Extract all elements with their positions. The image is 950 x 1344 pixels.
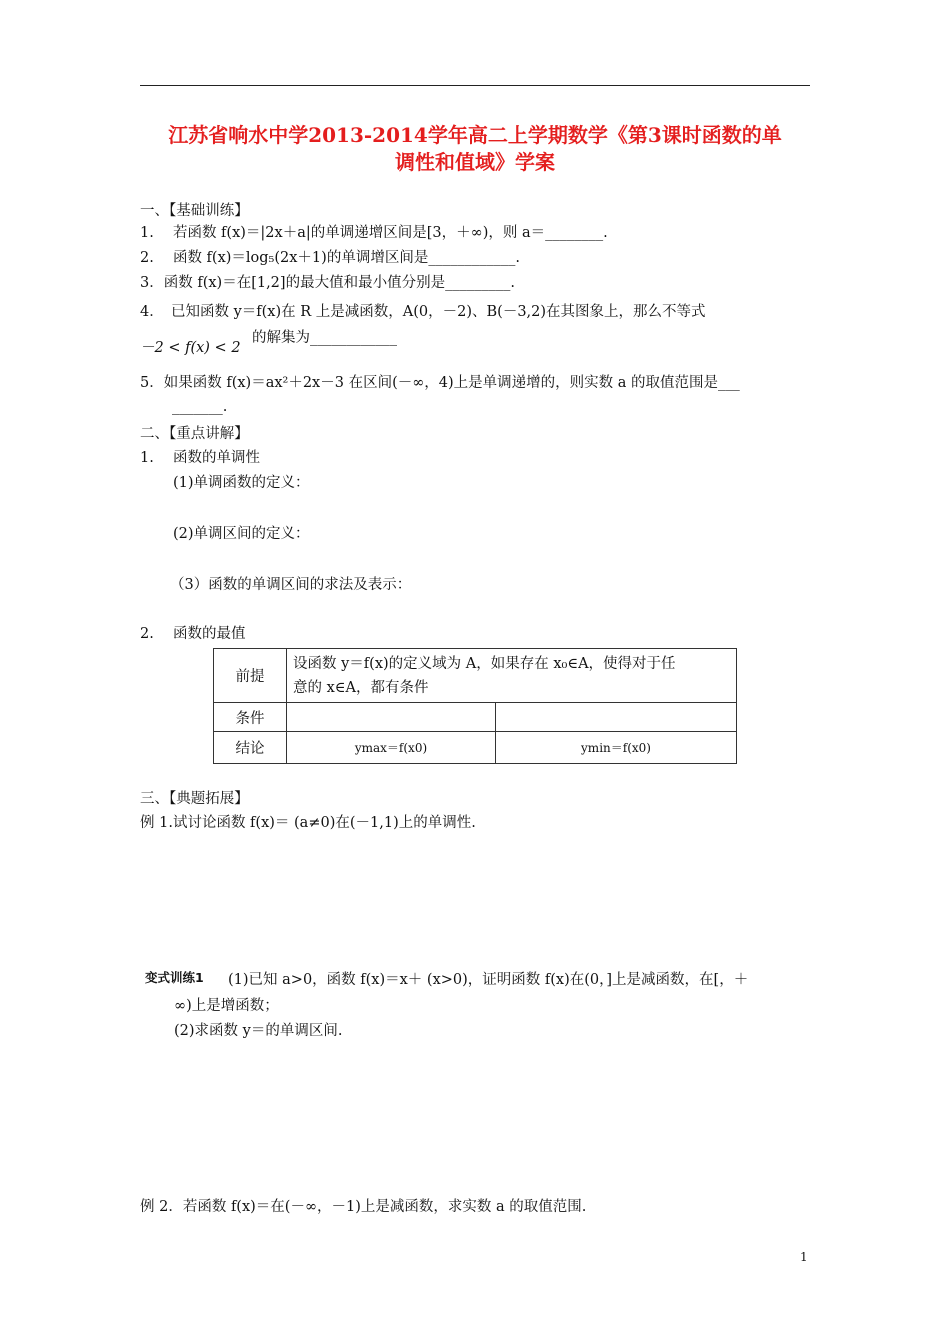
conclusion-max: ymax＝f(x0) bbox=[287, 732, 496, 764]
question-5-line1: 5．如果函数 f(x)＝ax²＋2x－3 在区间(－∞，4)上是单调递增的，则实数 a 的取值范围是___ bbox=[140, 375, 740, 391]
question-4-inequality: －2 < f(x) < 2 bbox=[140, 340, 241, 356]
conclusion-label: 结论 bbox=[214, 732, 287, 764]
point-1a: (1)单调函数的定义： bbox=[173, 475, 310, 491]
point-1: 1. 函数的单调性 bbox=[140, 450, 260, 466]
question-4-line2: 的解集为____________ bbox=[252, 330, 397, 346]
point-2: 2. 函数的最值 bbox=[140, 626, 246, 642]
section2-heading: 二、【重点讲解】 bbox=[140, 426, 249, 442]
point-1b: (2)单调区间的定义： bbox=[173, 526, 310, 542]
point-1c: （3）函数的单调区间的求法及表示： bbox=[170, 577, 412, 593]
premise-label: 前提 bbox=[214, 649, 287, 703]
example-2: 例 2．若函数 f(x)＝在(－∞，－1)上是减函数，求实数 a 的取值范围. bbox=[140, 1199, 587, 1215]
condition-cell-min bbox=[496, 703, 737, 732]
question-2: 2. 函数 f(x)＝log₅(2x＋1)的单调增区间是____________. bbox=[140, 250, 520, 266]
variant-2: (2)求函数 y＝的单调区间. bbox=[174, 1023, 343, 1039]
table-row bbox=[214, 649, 737, 703]
section3-heading: 三、【典题拓展】 bbox=[140, 791, 249, 807]
premise-text-1: 设函数 y＝f(x)的定义域为 A，如果存在 x₀∈A，使得对于任 bbox=[293, 655, 676, 672]
question-5-line2: _______. bbox=[172, 399, 228, 415]
condition-label: 条件 bbox=[214, 703, 287, 732]
doc-title-line2: 调性和值域》学案 bbox=[395, 150, 555, 174]
doc-title-line1: 江苏省响水中学2013-2014学年高二上学期数学《第3课时函数的单 bbox=[168, 123, 782, 147]
conclusion-min: ymin＝f(x0) bbox=[496, 732, 737, 764]
premise-text-2: 意的 x∈A，都有条件 bbox=[293, 679, 429, 696]
condition-cell-max bbox=[287, 703, 496, 732]
question-1: 1. 若函数 f(x)＝|2x＋a|的单调递增区间是[3，＋∞)，则 a＝________. bbox=[140, 225, 608, 241]
variant-training-tag: 变式训练1 bbox=[145, 970, 204, 985]
example-1: 例 1.试讨论函数 f(x)＝ (a≠0)在(－1,1)上的单调性. bbox=[140, 815, 476, 831]
variant-1-line2: ∞)上是增函数； bbox=[174, 998, 279, 1014]
table-row bbox=[214, 703, 737, 732]
variant-1-line1: (1)已知 a>0，函数 f(x)＝x＋ (x>0)，证明函数 f(x)在(0，]上是减函数，在[，＋ bbox=[228, 972, 749, 988]
extremum-table bbox=[213, 648, 737, 764]
premise-cell bbox=[287, 649, 737, 703]
section1-heading: 一、【基础训练】 bbox=[140, 203, 249, 219]
question-4-line1: 4． 已知函数 y＝f(x)在 R 上是减函数，A(0，－2)、B(－3,2)在其图象上，那么不等式 bbox=[140, 304, 706, 320]
question-3: 3．函数 f(x)＝在[1,2]的最大值和最小值分别是_________. bbox=[140, 275, 515, 291]
header-rule bbox=[140, 85, 810, 86]
table-row bbox=[214, 732, 737, 764]
page-number: 1 bbox=[800, 1250, 808, 1264]
